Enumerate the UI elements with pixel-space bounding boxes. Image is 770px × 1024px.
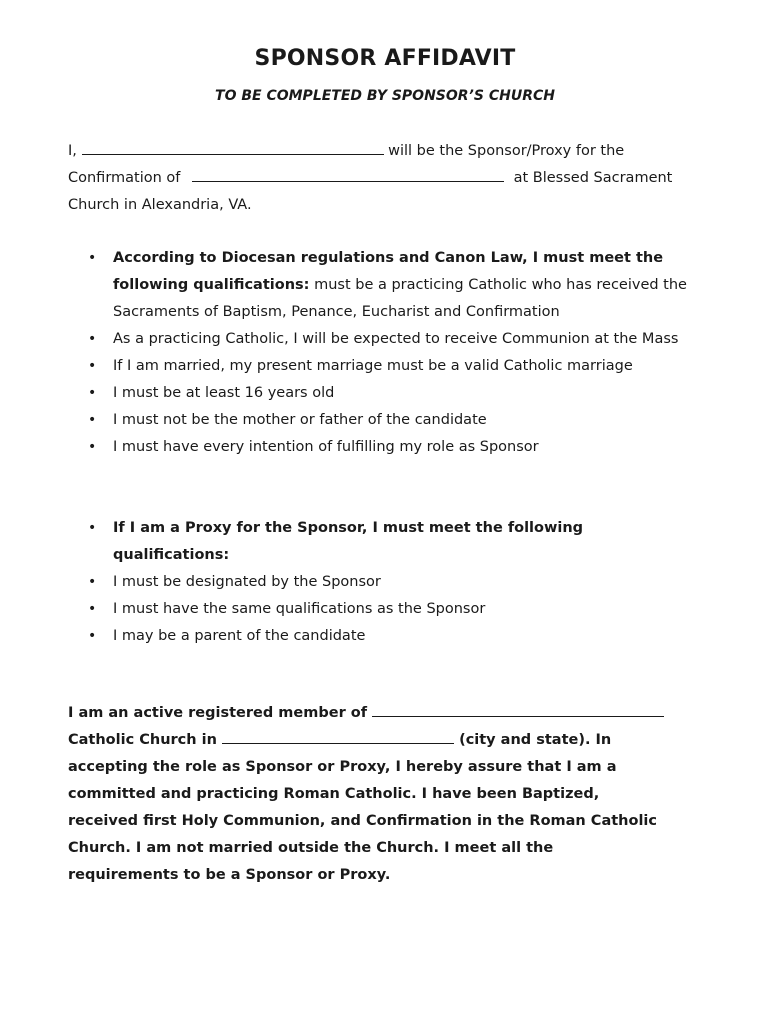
closing-line-4: committed and practicing Roman Catholic. I have been Baptized, [68, 786, 600, 802]
list-item-text: I must be designated by the Sponsor [113, 574, 381, 590]
list-item [88, 245, 698, 326]
list-item [88, 515, 698, 569]
proxy-heading: If I am a Proxy for the Sponsor, I must meet the following qualifications: [113, 520, 584, 563]
bullet-icon: • [88, 250, 97, 266]
closing-line-5: received first Holy Communion, and Confirmation in the Roman Catholic [68, 813, 657, 829]
document-subtitle: TO BE COMPLETED BY SPONSOR’S CHURCH [215, 88, 555, 104]
bullet-icon: • [88, 520, 97, 536]
intro-paragraph [68, 138, 708, 219]
list-item [88, 353, 698, 380]
list-item [88, 434, 698, 461]
list-item [88, 623, 698, 650]
sponsor-name-blank[interactable] [82, 140, 384, 155]
list-item [88, 569, 698, 596]
list-item-text: I must be at least 16 years old [113, 385, 335, 401]
list-item [88, 380, 698, 407]
list-item-text: I may be a parent of the candidate [113, 628, 366, 644]
closing-line1-prefix: I am an active registered member of [68, 705, 368, 721]
closing-paragraph [68, 700, 708, 889]
parish-name-blank[interactable] [372, 702, 664, 717]
bullet-icon: • [88, 574, 97, 590]
city-state-blank[interactable] [222, 729, 454, 744]
list-item-text: If I am married, my present marriage must be a valid Catholic marriage [113, 358, 633, 374]
intro-line1-prefix: I, [68, 143, 77, 159]
closing-line-6: Church. I am not married outside the Church. I meet all the [68, 840, 554, 856]
list-item [88, 326, 698, 353]
sponsor-qualifications-list [88, 245, 698, 461]
candidate-name-blank[interactable] [192, 167, 504, 182]
list-item [88, 407, 698, 434]
list-item [88, 596, 698, 623]
intro-line-2 [68, 165, 708, 192]
qualifications-heading-rest: must be a practicing Catholic who has received the Sacraments of Baptism, Penance, Eucharist and Confirmation [113, 277, 687, 320]
proxy-qualifications-list [88, 515, 698, 650]
closing-line-3: accepting the role as Sponsor or Proxy, I hereby assure that I am a [68, 759, 617, 775]
qualifications-heading: According to Diocesan regulations and Canon Law, I must meet the following qualifications: [113, 250, 664, 293]
bullet-icon: • [88, 439, 97, 455]
closing-line-2 [68, 727, 708, 754]
bullet-icon: • [88, 385, 97, 401]
document-title: SPONSOR AFFIDAVIT [254, 46, 516, 71]
closing-line-1 [68, 700, 708, 727]
closing-line2-suffix: (city and state). In [459, 732, 612, 748]
intro-line-3: Church in Alexandria, VA. [68, 197, 252, 213]
bullet-icon: • [88, 628, 97, 644]
bullet-icon: • [88, 358, 97, 374]
intro-line-1 [68, 138, 708, 165]
closing-line2-prefix: Catholic Church in [68, 732, 217, 748]
closing-line-7: requirements to be a Sponsor or Proxy. [68, 867, 391, 883]
bullet-icon: • [88, 331, 97, 347]
intro-line2-prefix: Confirmation of [68, 170, 181, 186]
bullet-icon: • [88, 412, 97, 428]
list-item-text: I must not be the mother or father of the candidate [113, 412, 487, 428]
bullet-icon: • [88, 601, 97, 617]
intro-line2-suffix: at Blessed Sacrament [513, 170, 673, 186]
list-item-text: As a practicing Catholic, I will be expected to receive Communion at the Mass [113, 331, 679, 347]
list-item-text: I must have the same qualifications as the Sponsor [113, 601, 486, 617]
list-item-text: I must have every intention of fulfilling my role as Sponsor [113, 439, 539, 455]
intro-line1-suffix: will be the Sponsor/Proxy for the [388, 143, 625, 159]
